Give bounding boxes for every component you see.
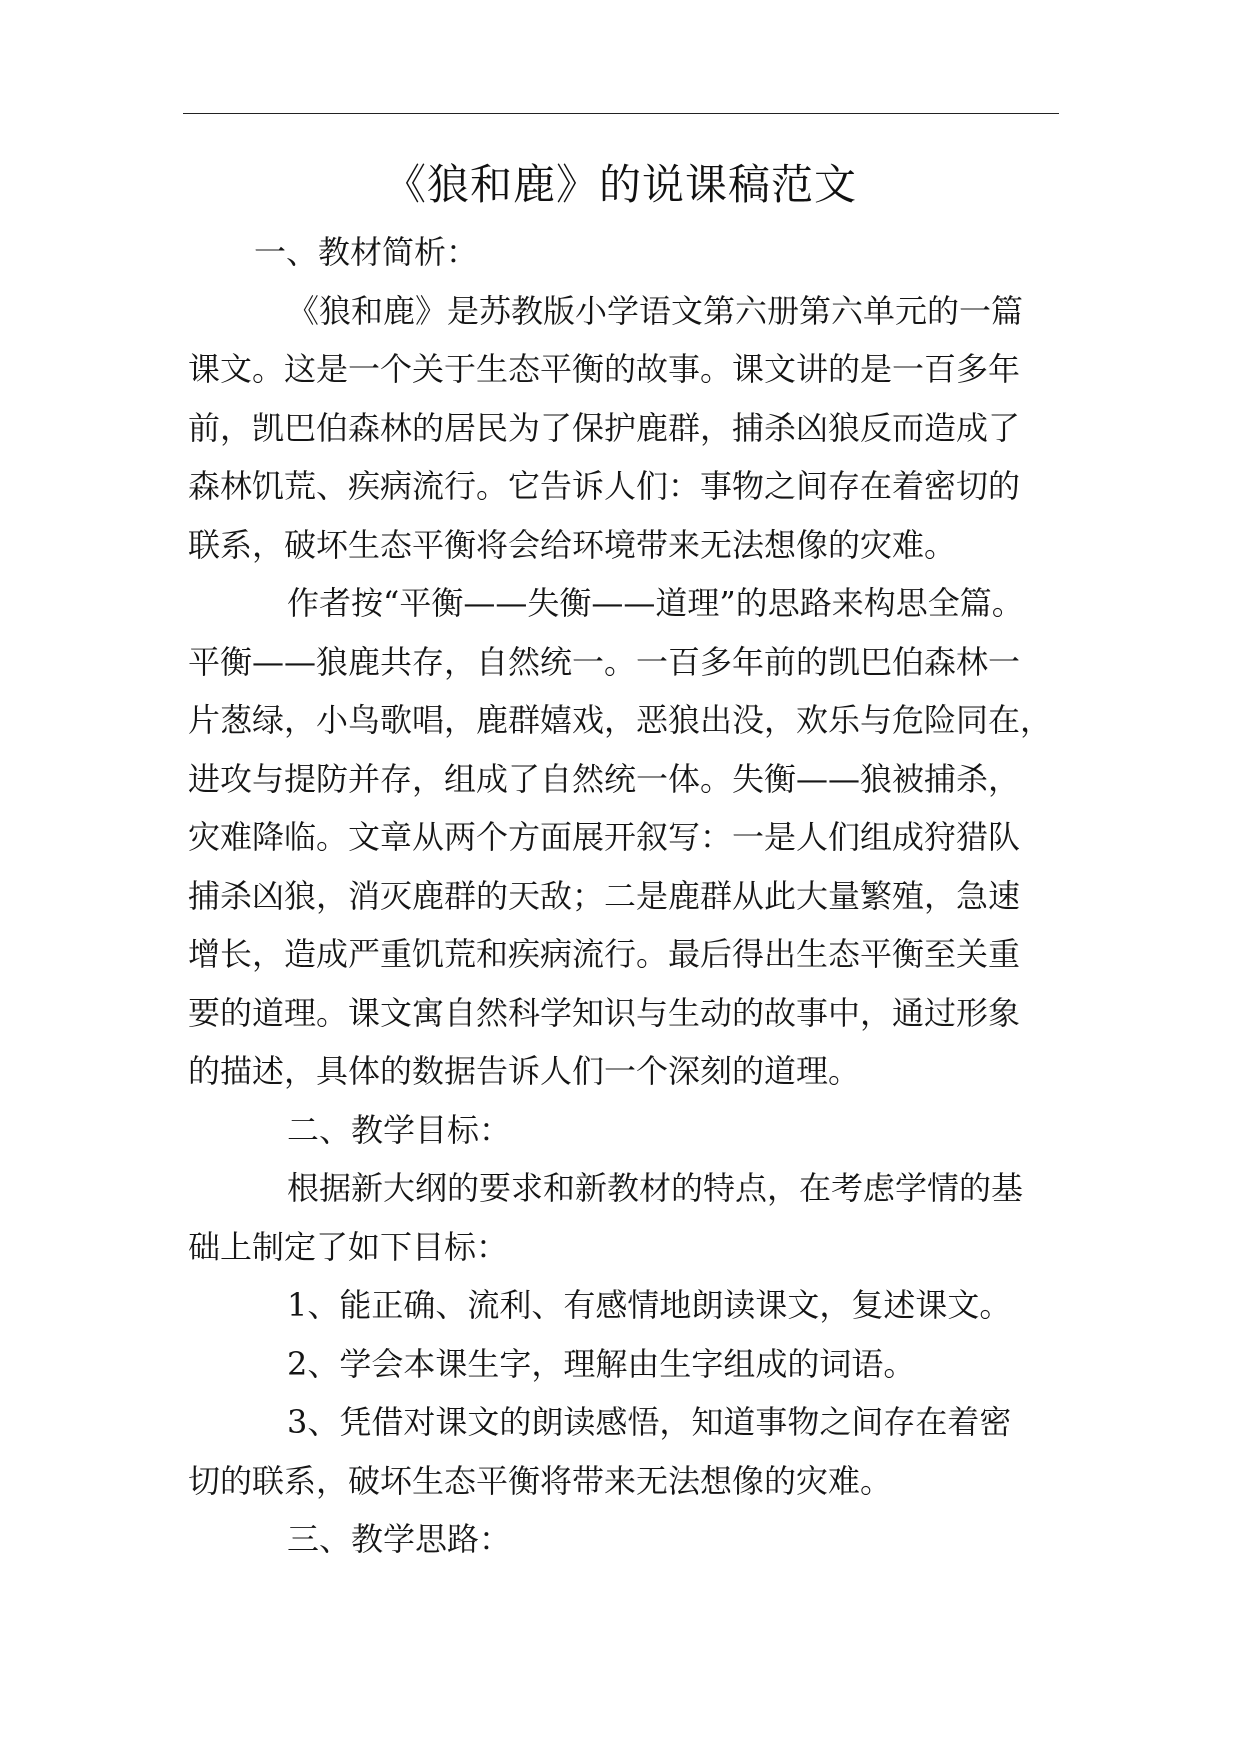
paragraph-line: 作者按“平衡——失衡——道理”的思路来构思全篇。	[287, 584, 1024, 622]
paragraph-line: 平衡——狼鹿共存，自然统一。一百多年前的凯巴伯森林一	[188, 643, 1021, 681]
paragraph-line: 要的道理。课文寓自然科学知识与生动的故事中，通过形象	[188, 994, 1021, 1032]
paragraph-line: 根据新大纲的要求和新教材的特点，在考虑学情的基	[287, 1169, 1024, 1207]
section-heading-3: 三、教学思路：	[287, 1520, 512, 1558]
goal-item-3: 3、凭借对课文的朗读感悟，知道事物之间存在着密	[287, 1403, 1012, 1441]
paragraph-line: 增长，造成严重饥荒和疾病流行。最后得出生态平衡至关重	[188, 935, 1021, 973]
paragraph-line: 森林饥荒、疾病流行。它告诉人们：事物之间存在着密切的	[188, 467, 1021, 505]
section-heading-2: 二、教学目标：	[287, 1111, 512, 1149]
paragraph-line: 《狼和鹿》是苏教版小学语文第六册第六单元的一篇	[287, 292, 1024, 330]
paragraph-line: 前，凯巴伯森林的居民为了保护鹿群，捕杀凶狼反而造成了	[188, 409, 1021, 447]
paragraph-line: 切的联系，破坏生态平衡将带来无法想像的灾难。	[188, 1462, 893, 1500]
paragraph-line: 捕杀凶狼，消灭鹿群的天敌；二是鹿群从此大量繁殖，急速	[188, 877, 1021, 915]
section-heading-1: 一、教材简析：	[254, 233, 479, 271]
paragraph-line: 灾难降临。文章从两个方面展开叙写：一是人们组成狩猎队	[188, 818, 1021, 856]
paragraph-line: 片葱绿，小鸟歌唱，鹿群嬉戏，恶狼出没，欢乐与危险同在，	[188, 701, 1053, 739]
paragraph-line: 课文。这是一个关于生态平衡的故事。课文讲的是一百多年	[188, 350, 1021, 388]
header-rule	[183, 113, 1059, 114]
paragraph-line: 联系，破坏生态平衡将会给环境带来无法想像的灾难。	[188, 526, 957, 564]
paragraph-line: 的描述，具体的数据告诉人们一个深刻的道理。	[188, 1052, 861, 1090]
paragraph-line: 进攻与提防并存，组成了自然统一体。失衡——狼被捕杀，	[188, 760, 1021, 798]
goal-item-1: 1、能正确、流利、有感情地朗读课文，复述课文。	[287, 1286, 1012, 1324]
document-title: 《狼和鹿》的说课稿范文	[383, 160, 857, 209]
paragraph-line: 础上制定了如下目标：	[188, 1228, 509, 1266]
goal-item-2: 2、学会本课生字，理解由生字组成的词语。	[287, 1345, 916, 1383]
